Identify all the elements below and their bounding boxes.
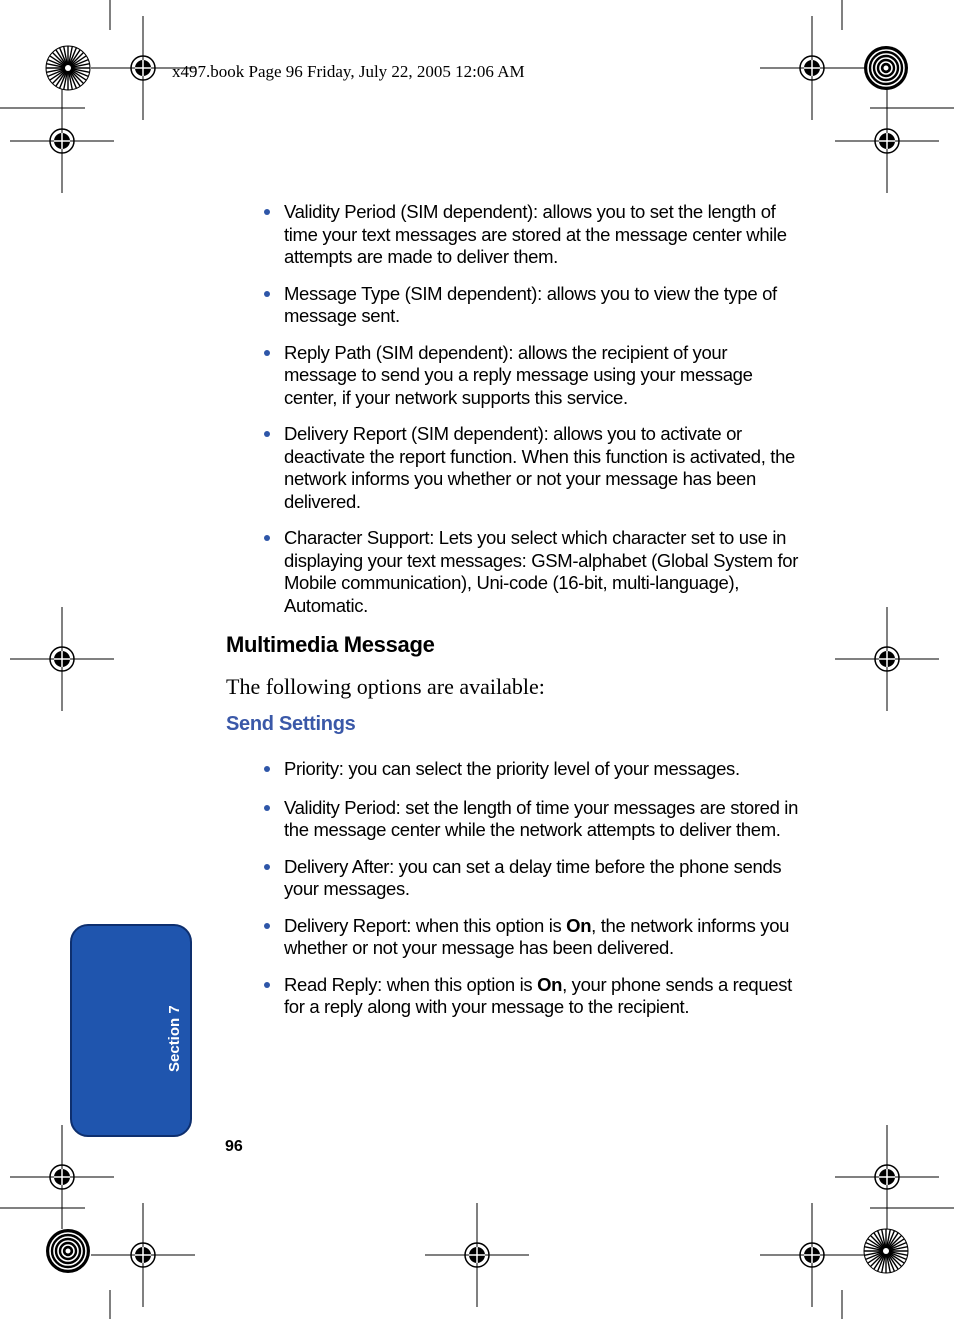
crosshair-mark-icon xyxy=(10,1125,114,1229)
list-item: Validity Period (SIM dependent): allows you to set the length of time your text messages are stored at the message center while attempts are made to deliver them. xyxy=(262,201,802,269)
bullet-icon xyxy=(264,431,270,437)
target-registration-icon xyxy=(864,46,908,90)
crosshair-mark-icon xyxy=(425,1203,529,1307)
star-registration-icon xyxy=(46,46,90,90)
bullet-icon xyxy=(264,535,270,541)
sms-options-list xyxy=(262,201,802,617)
crosshair-mark-icon xyxy=(760,1203,864,1307)
bullet-icon xyxy=(264,805,270,811)
crosshair-mark-icon xyxy=(835,1125,939,1229)
bullet-icon xyxy=(264,766,270,772)
list-item: Delivery Report: when this option is On, the network informs you whether or not your message has been delivered. xyxy=(262,915,802,960)
bullet-icon xyxy=(264,209,270,215)
page-number: 96 xyxy=(225,1138,243,1155)
list-item: Priority: you can select the priority level of your messages. xyxy=(262,758,802,781)
list-item: Reply Path (SIM dependent): allows the recipient of your message to send you a reply message using your message center, if your network supports this service. xyxy=(262,342,802,410)
list-item: Delivery Report (SIM dependent): allows you to activate or deactivate the report function. When this function is activated, the network informs you whether or not your message has been delivered. xyxy=(262,423,802,513)
list-item: Delivery After: you can set a delay time before the phone sends your messages. xyxy=(262,856,802,901)
crosshair-mark-icon xyxy=(10,607,114,711)
section-tab-label: Section 7 xyxy=(166,1005,183,1072)
bullet-icon xyxy=(264,923,270,929)
crosshair-mark-icon xyxy=(835,89,939,193)
bullet-icon xyxy=(264,350,270,356)
crosshair-mark-icon xyxy=(91,1203,195,1307)
bullet-icon xyxy=(264,291,270,297)
list-item: Read Reply: when this option is On, your phone sends a request for a reply along with your message to the recipient. xyxy=(262,974,802,1019)
crosshair-mark-icon xyxy=(10,89,114,193)
list-item: Character Support: Lets you select which character set to use in displaying your text messages: GSM-alphabet (Global System for Mobile communication), Uni-code (16-bit, multi-language), Automatic. xyxy=(262,527,802,617)
intro-text: The following options are available: xyxy=(226,674,545,699)
bullet-icon xyxy=(264,982,270,988)
bullet-icon xyxy=(264,864,270,870)
print-header: x497.book Page 96 Friday, July 22, 2005 12:06 AM xyxy=(172,62,525,81)
subheading: Send Settings xyxy=(226,713,356,735)
list-item: Validity Period: set the length of time your messages are stored in the message center while the network attempts to deliver them. xyxy=(262,797,802,842)
send-settings-list xyxy=(262,758,802,1019)
target-registration-icon xyxy=(46,1229,90,1273)
section-heading: Multimedia Message xyxy=(226,632,435,657)
star-registration-icon xyxy=(864,1229,908,1273)
crosshair-mark-icon xyxy=(835,607,939,711)
crosshair-mark-icon xyxy=(760,16,864,120)
list-item: Message Type (SIM dependent): allows you to view the type of message sent. xyxy=(262,283,802,328)
